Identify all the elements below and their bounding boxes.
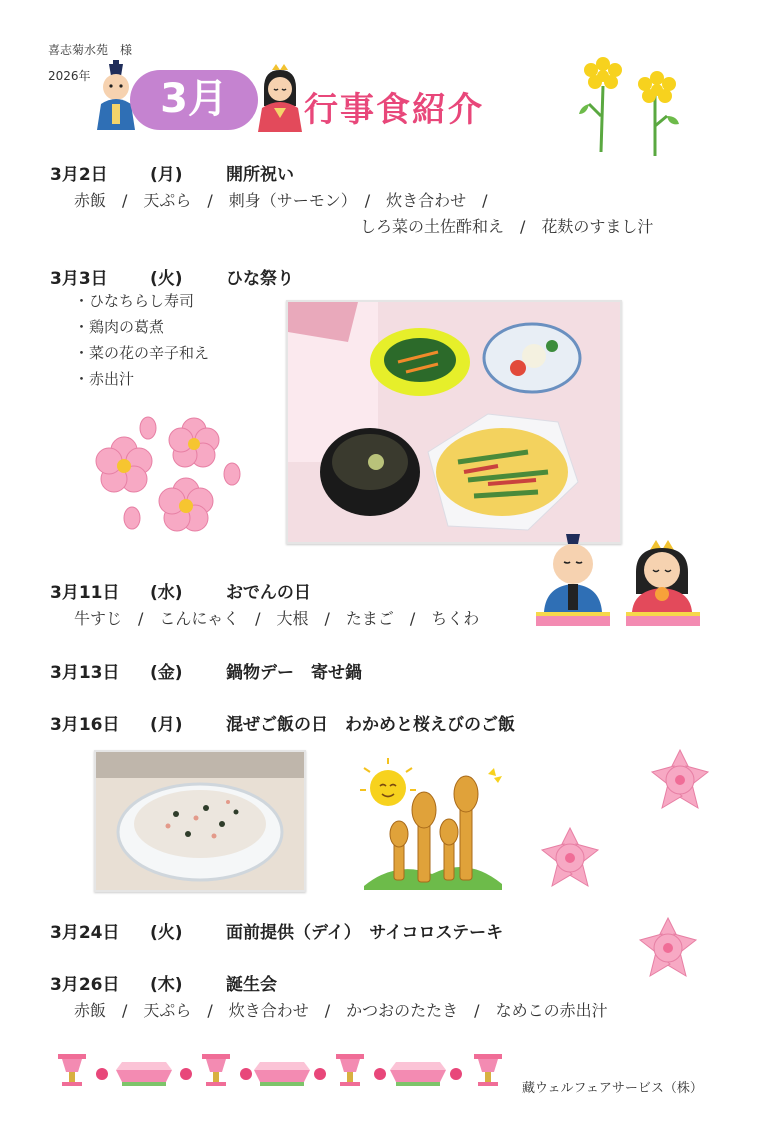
month-badge: 3月 [130,70,258,130]
cherry-blossom-icon [530,822,610,894]
event-header [50,578,450,603]
event-name: ひな祭り [226,269,294,289]
event-header [50,160,450,185]
recipient: 喜志菊水苑 様 [48,43,133,57]
page-title: 行事食紹介 [304,90,484,130]
hina-decoration-border [56,1050,516,1092]
mixed-rice-photo [94,750,306,892]
event-item-list [74,288,209,392]
event-header [50,658,450,683]
horsetail-sun-icon [356,756,506,896]
event-weekday: (水) [150,583,183,603]
event-name: 開所祝い [226,165,294,185]
list-item: ・赤出汁 [74,370,135,388]
event-menu-line: 牛すじ / こんにゃく / 大根 / たまご / ちくわ [74,609,480,628]
event-header [50,710,650,735]
event-weekday: (月) [150,715,183,735]
hina-meal-photo [286,300,622,544]
event-menu-line: 赤飯 / 天ぷら / 刺身（サーモン） / 炊き合わせ / [74,191,488,210]
event-date: 3月24日 [50,923,120,943]
event-name: おでんの日 [226,583,311,603]
year: 2026年 [48,69,91,83]
event-name: 誕生会 [226,975,277,995]
event-weekday: (火) [150,269,183,289]
event-header [50,918,610,943]
mixed-rice-image [96,752,304,890]
event-name: 鍋物デー 寄せ鍋 [226,663,362,683]
event-header [50,970,450,995]
event-date: 3月26日 [50,975,120,995]
event-weekday: (月) [150,165,183,185]
rapeseed-flower-icon [575,56,683,166]
list-item: ・鶏肉の葛煮 [74,318,165,336]
event-menu-line: 赤飯 / 天ぷら / 炊き合わせ / かつおのたたき / なめこの赤出汁 [74,1001,608,1020]
event-date: 3月13日 [50,663,120,683]
cherry-blossom-icon [640,744,720,816]
event-weekday: (火) [150,923,183,943]
cherry-blossom-icon [628,912,708,984]
event-menu-line: しろ菜の土佐酢和え / 花麸のすまし汁 [360,217,654,236]
event-weekday: (金) [150,663,183,683]
event-date: 3月11日 [50,583,120,603]
peach-blossom-icon [86,414,246,538]
event-weekday: (木) [150,975,183,995]
empress-doll-icon [256,62,304,134]
event-name: 混ぜご飯の日 わかめと桜えびのご飯 [226,715,515,735]
hina-dolls-icon [532,528,704,630]
event-header [50,264,450,289]
company-name: 藏ウェルフェアサービス（株） [522,1081,703,1096]
event-name: 面前提供（デイ） サイコロステーキ [226,923,504,943]
event-date: 3月2日 [50,165,108,185]
event-date: 3月3日 [50,269,108,289]
list-item: ・ひなちらし寿司 [74,292,195,310]
hina-meal-image [288,302,620,542]
event-date: 3月16日 [50,715,120,735]
list-item: ・菜の花の辛子和え [74,344,210,362]
